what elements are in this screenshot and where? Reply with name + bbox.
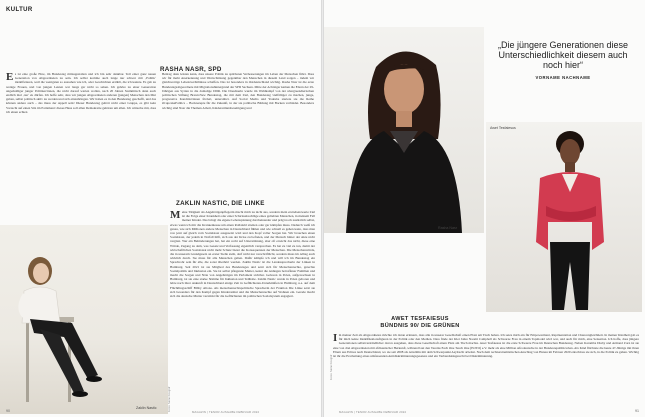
dropcap-i: I (333, 333, 338, 344)
chair-leg-left (26, 322, 29, 402)
heading-name: AWET TESFAIESUS (391, 316, 449, 322)
dropcap-m: M (170, 210, 181, 221)
left-page (0, 0, 321, 417)
shoe-left (72, 391, 88, 397)
column-1-text: s ist eine große Ehre, im Bundestag mitzugestalten und ich bin sehr dankbar. Teil einer ganz neuen Generation von Abgeordneten zu sein. Ich selbst komme auch lange nur schwer mit ‚Politik‘ identifizieren, weil die wenigsten so aussahen wie ich, oder Geschichten erzählt, die ich kannte. Es gab zu wenige Frauen, und von jungen Leuten war lange gar nicht so sehen. Ich gehöre zu einer Generation ungeduldiger junger Politiker:innen, die nicht darauf warten wollen, nach 20 Jahren Stammtisch dann auch endlich mal ‚ran‘ zu dürfen. Ich hoffe sehr, dass wir jungen Abgeordneten anderen (jungen) Menschen den Mut geben, selbst politisch aktiv zu werden und sich einzubringen. Wir haben es in den Bundestag geschafft, und das können andere auch – das muss der Appell sein! Dieser Bundestag gehört nicht einer Gruppe, es gibt kein Vorrecht auf einen Sitz im Parlament: dieses Haus soll allen Demokratie gehören um allen. Ich wünsche mir, dass ich einen echten (6, 72, 156, 114)
dropcap-e: E (6, 72, 14, 83)
article-column-2 (162, 72, 314, 176)
black-pants (550, 242, 590, 310)
byline-zaklin-nastic: ZAKLIN NASTIC, DIE LINKE (176, 200, 265, 207)
byline-rasha-nasr: RASHA NASR, SPD (160, 66, 222, 73)
shoe-right (86, 376, 102, 382)
photo-awet-tesfaiesus (486, 122, 642, 312)
pull-quote-attribution: VORNAME NACHNAME (535, 75, 591, 80)
caption-nastic: Zaklin Nastic (136, 406, 157, 410)
photo-credit-left: Fotos: Name Fotograf (168, 386, 171, 412)
section-heading-tesfaiesus (340, 316, 500, 330)
photo-zaklin-nastic (0, 225, 168, 414)
portrait-nasr-illustration (324, 27, 484, 233)
photo-rasha-nasr (324, 27, 484, 233)
article-column-1 (6, 72, 156, 176)
page-number-left: 90 (6, 409, 10, 413)
caption-tesfaiesus: Awet Tesfaiesus (490, 126, 516, 130)
caption-nasr: Rasha Nasr (438, 226, 457, 230)
body-right-text: m meiner Zeit als Abgeordnetes möchte ich daran erinnern, dass alle in unserer Gesellschaft einen Platz am Tisch haben. Ich setze mich ein für Empowerment, Repräsentation und Chancengleichheit. In meiner Kindheit gab es für mich keine Identifikationsfiguren in der Politik oder den Medien. Dass finde der Klet Jahre Naomi Campbell als Schwarze Frau in einem Topmodel wird war, und auch für mich, eine Sensation. Ich hoffe, dass jüngere Generationen selbstverständlicher davon ausgehen, dass diese Gesellschaft einen Platz am Tisch machte. Awet Tesfaiesus ist die erste Schwarze Frau im Deutschen Bundestag. Neben Karamba Diaby und Armand Zorn ist sie eine von drei Abgeordneten mit afrikanischer Herkunft, während laut den Vereins Each One Teach One (EOTO) e.V. mehr als eine Million Afrodeutsche in der Bundesrepublik leben. Als Kind flüchtete die heute 47-Jährige mit ihren Eltern aus Eritrea nach Deutschland, wo sie seit 2008 als Anwältin mit dem Schwerpunkt Asylrecht arbeitet. Nach dem rechtsextremistischen Anschlag von Hanau im Februar 2020 entschloss sie sich, in die Politik zu gehen. Wichtig ist ihr die Erarbeitung eines umfassenden Antidiskriminierungsgesetzes und ein Verbandsklagerecht bei Diskriminierung. (333, 333, 639, 359)
article-body-right (333, 333, 639, 405)
article-column-3 (170, 210, 315, 402)
pull-quote: „Die jüngere Generationen diese Unterschiedlichkeit diesem auch noch hier“ (497, 40, 629, 70)
face (560, 139, 580, 165)
column-2-text: Beitrag dazu leisten kann, dass unsere Politik zu spürbaren Verbesserungen im Leben der Menschen führt. Dass wir für mehr Anerkennung und Wertschätzung gegenüber den Menschen in diesem Land sorgen – indem wir gleichwertige Lebensverhältnisse schaffen. Das ist besonders in Ostdeutschland wichtig. Rasha Nasr ist die erste Bundestagsabgeordnete mit Migrationshintergrund der SPD Sachsen. Mitte der Achtziger kamen die Eltern der 29-Jährigen aus Syrien in die damalige DDR. Die Dresdnerin wurde im Wahlkampf von der ubergreendierischen politischen Stiftung Brand-New Bundestag, die mit dem Ziel, den Bundestag vielfältiger zu machen, junge, progressive Kandidat:innen fördert, unterstützt. Auf Social Media und Youtube startete sie die Reihe #CupcakePolitics – Backrezepte für die Zukunft, in der sie politische Bildung mit Backen verbindet. Besonders wichtig sind Nasr die Themen Arbeit, Kinderarmutsbeseitigung und (162, 72, 314, 110)
footer-left: MAGAZIN | TENOR AUSGABE FEBRUAR 2022 (192, 410, 260, 414)
portrait-nastic-illustration (0, 225, 168, 414)
neck (565, 162, 575, 172)
column-3-text: eine Tätigkeit als Angehörigenpflegerin macht mich zu nicht aus, sondern mein erstrebenswerte Ziel ist die Folge einer Krankheit oder einer Schicksalsschläge eines geliebten Menschen, in meinem Fall meiner Kinder. Das bringt die eigene Lebensplanung durcheinander und prägt noch zusätzlich selbst, etwas wenn ich mir die Krankenkasse um einen Rollstuhl streiten oder gar kämpfen muss. Dadurch weiß ich genau, wie sich Millionen andere Menschen in Deutschland fühlen und wie schnell es gehen kann, dass man von jetzt auf gleich vom Sozialstaat ausgesetzt wird und den Kopf voller Sorgen hat. Wir brauchen einen Sozialstaat, der jedem in Notfall hilft, sich aus der Krise zu befreien, und der Mensch hinter der Akte nicht vergisst. Wer ein Behinderungen hat, hat ein recht auf Unterstützung, aber oft erreicht das nicht, diese eine Würde, Zugang zu dem, was Gesetz und Verfassung eigentlich versprechen. Es hat zu viel zu tun, damit der wirtschaftlichen Sozialstaat nicht mehr Schutz bietet die Konsequenzen der Menschen. Die Menschenwürde, die in unserem Grundgesetz an erster Stelle steht, darf nicht nur verschriftlicht, sondern muss im Alltag auch wirklich durch. Sie muss für alle Menschen gelten. Dafür kämpfe ich und will ich im Bundestag ein Sprachrohr sein für alle, die sonst überhört werden. Zaklin Nastic ist die Landessprecherin der Linken in Hamburg. Seit 2021 ist sie Mitglied des Bundestages und setzt sich für Menschenrechte, gerechte Sozialpolitik und Inklusion ein. Sie ist selbst pflegende Mutter, kennt die Anliegen betroffener Familien und macht die Sorgen und Nöte von Angehörigen im Parlament sichtbar. Geboren in Polen, aufgewachsen in Hamburg, ist sie eine starke Stimme für Inklusion und Teilhabe. Zaklin Nastic wurde in Polen geboren und lebte nach ihrer Ankunft in Deutschland einige Zeit in Geflüchteten-Unterkünften in Hamburg, u.a. auf dem Flüchtlingsschiff Bibby Altona. Als menschenrechtspolitische Sprecherin der Fraktion Die Linke setzt sie sich besonders für den Kampf gegen Kinderarmut und die Menschenrechte auf Wohnen ein. Gerade macht sich die deutsche Mutter verstärkt für die Geflüchteten im politischen Sozialsystem engagiert. (170, 210, 315, 299)
portrait-tesfaiesus-illustration (486, 122, 642, 312)
footer-right: MAGAZIN | TENOR AUSGABE FEBRUAR 2022 (339, 410, 407, 414)
photo-credit-right: Fotos: Name Fotograf (330, 354, 333, 380)
page-number-right: 91 (635, 409, 639, 413)
neck (396, 111, 412, 127)
face (33, 263, 49, 283)
section-kicker: KULTUR (6, 7, 33, 13)
heading-party: BÜNDNIS 90/ DIE GRÜNEN (380, 323, 460, 329)
